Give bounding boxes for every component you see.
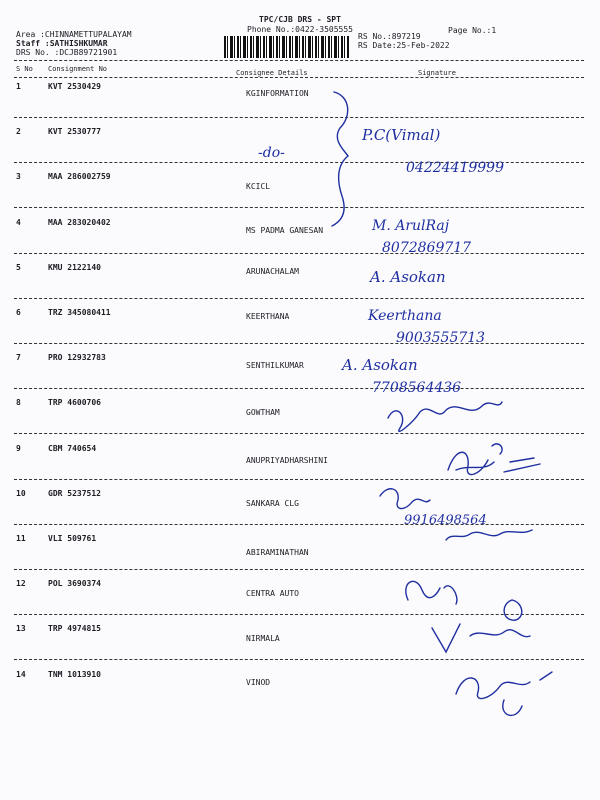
header-rule <box>14 60 584 61</box>
consignment-number: KVT 2530429 <box>48 82 101 91</box>
consignment-number: VLI 509761 <box>48 534 97 543</box>
row-divider <box>14 388 584 389</box>
document-title: TPC/CJB DRS - SPT <box>259 15 341 24</box>
row-number: 3 <box>16 172 21 181</box>
row-divider <box>14 298 584 299</box>
row-number: 12 <box>16 579 26 588</box>
row-number: 11 <box>16 534 26 543</box>
consignee-name: NIRMALA <box>246 634 280 643</box>
phone-row-10: 9916498564 <box>404 513 487 528</box>
phone-number: Phone No.:0422-3505555 <box>247 25 353 34</box>
row-divider <box>14 479 584 480</box>
row-divider <box>14 659 584 660</box>
row-number: 8 <box>16 398 21 407</box>
row-number: 7 <box>16 353 21 362</box>
area-field: Area :CHINNAMETTUPALAYAM <box>16 30 132 39</box>
consignment-number: PRO 12932783 <box>48 353 106 362</box>
signature-row-7: A. Asokan <box>342 356 418 374</box>
consignment-number: TRP 4974815 <box>48 624 101 633</box>
rs-date: RS Date:25-Feb-2022 <box>358 41 450 50</box>
consignment-number: GDR 5237512 <box>48 489 101 498</box>
consignment-number: CBM 740654 <box>48 444 97 453</box>
row-divider <box>14 569 584 570</box>
signature-scribble-9 <box>448 444 540 475</box>
row-number: 4 <box>16 218 21 227</box>
signature-scribble-11 <box>446 530 532 540</box>
consignee-name: KGINFORMATION <box>246 89 309 98</box>
signature-scribble-13 <box>432 600 530 652</box>
consignee-name: ANUPRIYADHARSHINI <box>246 456 328 465</box>
row-number: 10 <box>16 489 26 498</box>
consignee-name: SANKARA CLG <box>246 499 299 508</box>
phone-row-6: 9003555713 <box>396 330 486 346</box>
consignee-name: SENTHILKUMAR <box>246 361 304 370</box>
col-sno: S No <box>16 65 33 73</box>
consignee-name: GOWTHAM <box>246 408 280 417</box>
phone-row-2: 04224419999 <box>406 160 504 176</box>
row-divider <box>14 343 584 344</box>
consignee-name: VINOD <box>246 678 271 687</box>
col-consignment: Consignment No <box>48 65 108 73</box>
signature-scribble-10 <box>380 489 430 509</box>
consignee-name: ARUNACHALAM <box>246 267 299 276</box>
consignment-number: POL 3690374 <box>48 579 101 588</box>
page-number: Page No.:1 <box>448 26 497 35</box>
consignee-name: KEERTHANA <box>246 312 290 321</box>
phone-row-7: 7708564436 <box>372 380 462 396</box>
staff-field: Staff :SATHISHKUMAR <box>16 39 108 48</box>
consignment-number: MAA 286002759 <box>48 172 111 181</box>
column-header-rule <box>14 77 584 78</box>
rs-number: RS No.:897219 <box>358 32 421 41</box>
signature-scribble-12 <box>406 581 457 604</box>
ditto-mark: -do- <box>258 145 285 161</box>
row-number: 14 <box>16 670 26 679</box>
row-number: 2 <box>16 127 21 136</box>
signature-row-2: P.C(Vimal) <box>362 126 441 144</box>
consignment-number: TRP 4600706 <box>48 398 101 407</box>
consignee-name: MS PADMA GANESAN <box>246 226 324 235</box>
consignee-name: KCICL <box>246 182 271 191</box>
consignment-number: TRZ 345080411 <box>48 308 111 317</box>
signature-scribble-14 <box>456 672 552 715</box>
drs-number: DRS No. :DCJB89721901 <box>16 48 118 57</box>
row-number: 13 <box>16 624 26 633</box>
col-signature: Signature <box>418 69 456 77</box>
row-divider <box>14 614 584 615</box>
signature-row-4: M. ArulRaj <box>372 218 450 234</box>
consignment-number: KVT 2530777 <box>48 127 101 136</box>
row-divider <box>14 433 584 434</box>
phone-row-4: 8072869717 <box>382 240 472 256</box>
row-number: 6 <box>16 308 21 317</box>
row-number: 9 <box>16 444 21 453</box>
brace-mark <box>332 92 348 226</box>
row-divider <box>14 524 584 525</box>
consignment-number: MAA 283020402 <box>48 218 111 227</box>
consignee-name: ABIRAMINATHAN <box>246 548 309 557</box>
consignment-number: KMU 2122140 <box>48 263 101 272</box>
consignment-number: TNM 1013910 <box>48 670 101 679</box>
row-number: 5 <box>16 263 21 272</box>
row-divider <box>14 207 584 208</box>
signature-scribble-8 <box>388 402 502 431</box>
row-number: 1 <box>16 82 21 91</box>
col-consignee: Consignee Details <box>236 69 308 77</box>
row-divider <box>14 117 584 118</box>
consignee-name: CENTRA AUTO <box>246 589 299 598</box>
row-divider <box>14 253 584 254</box>
signature-row-6: Keerthana <box>368 308 442 324</box>
barcode <box>224 36 349 58</box>
signature-row-5: A. Asokan <box>370 268 446 286</box>
row-divider <box>14 162 584 163</box>
